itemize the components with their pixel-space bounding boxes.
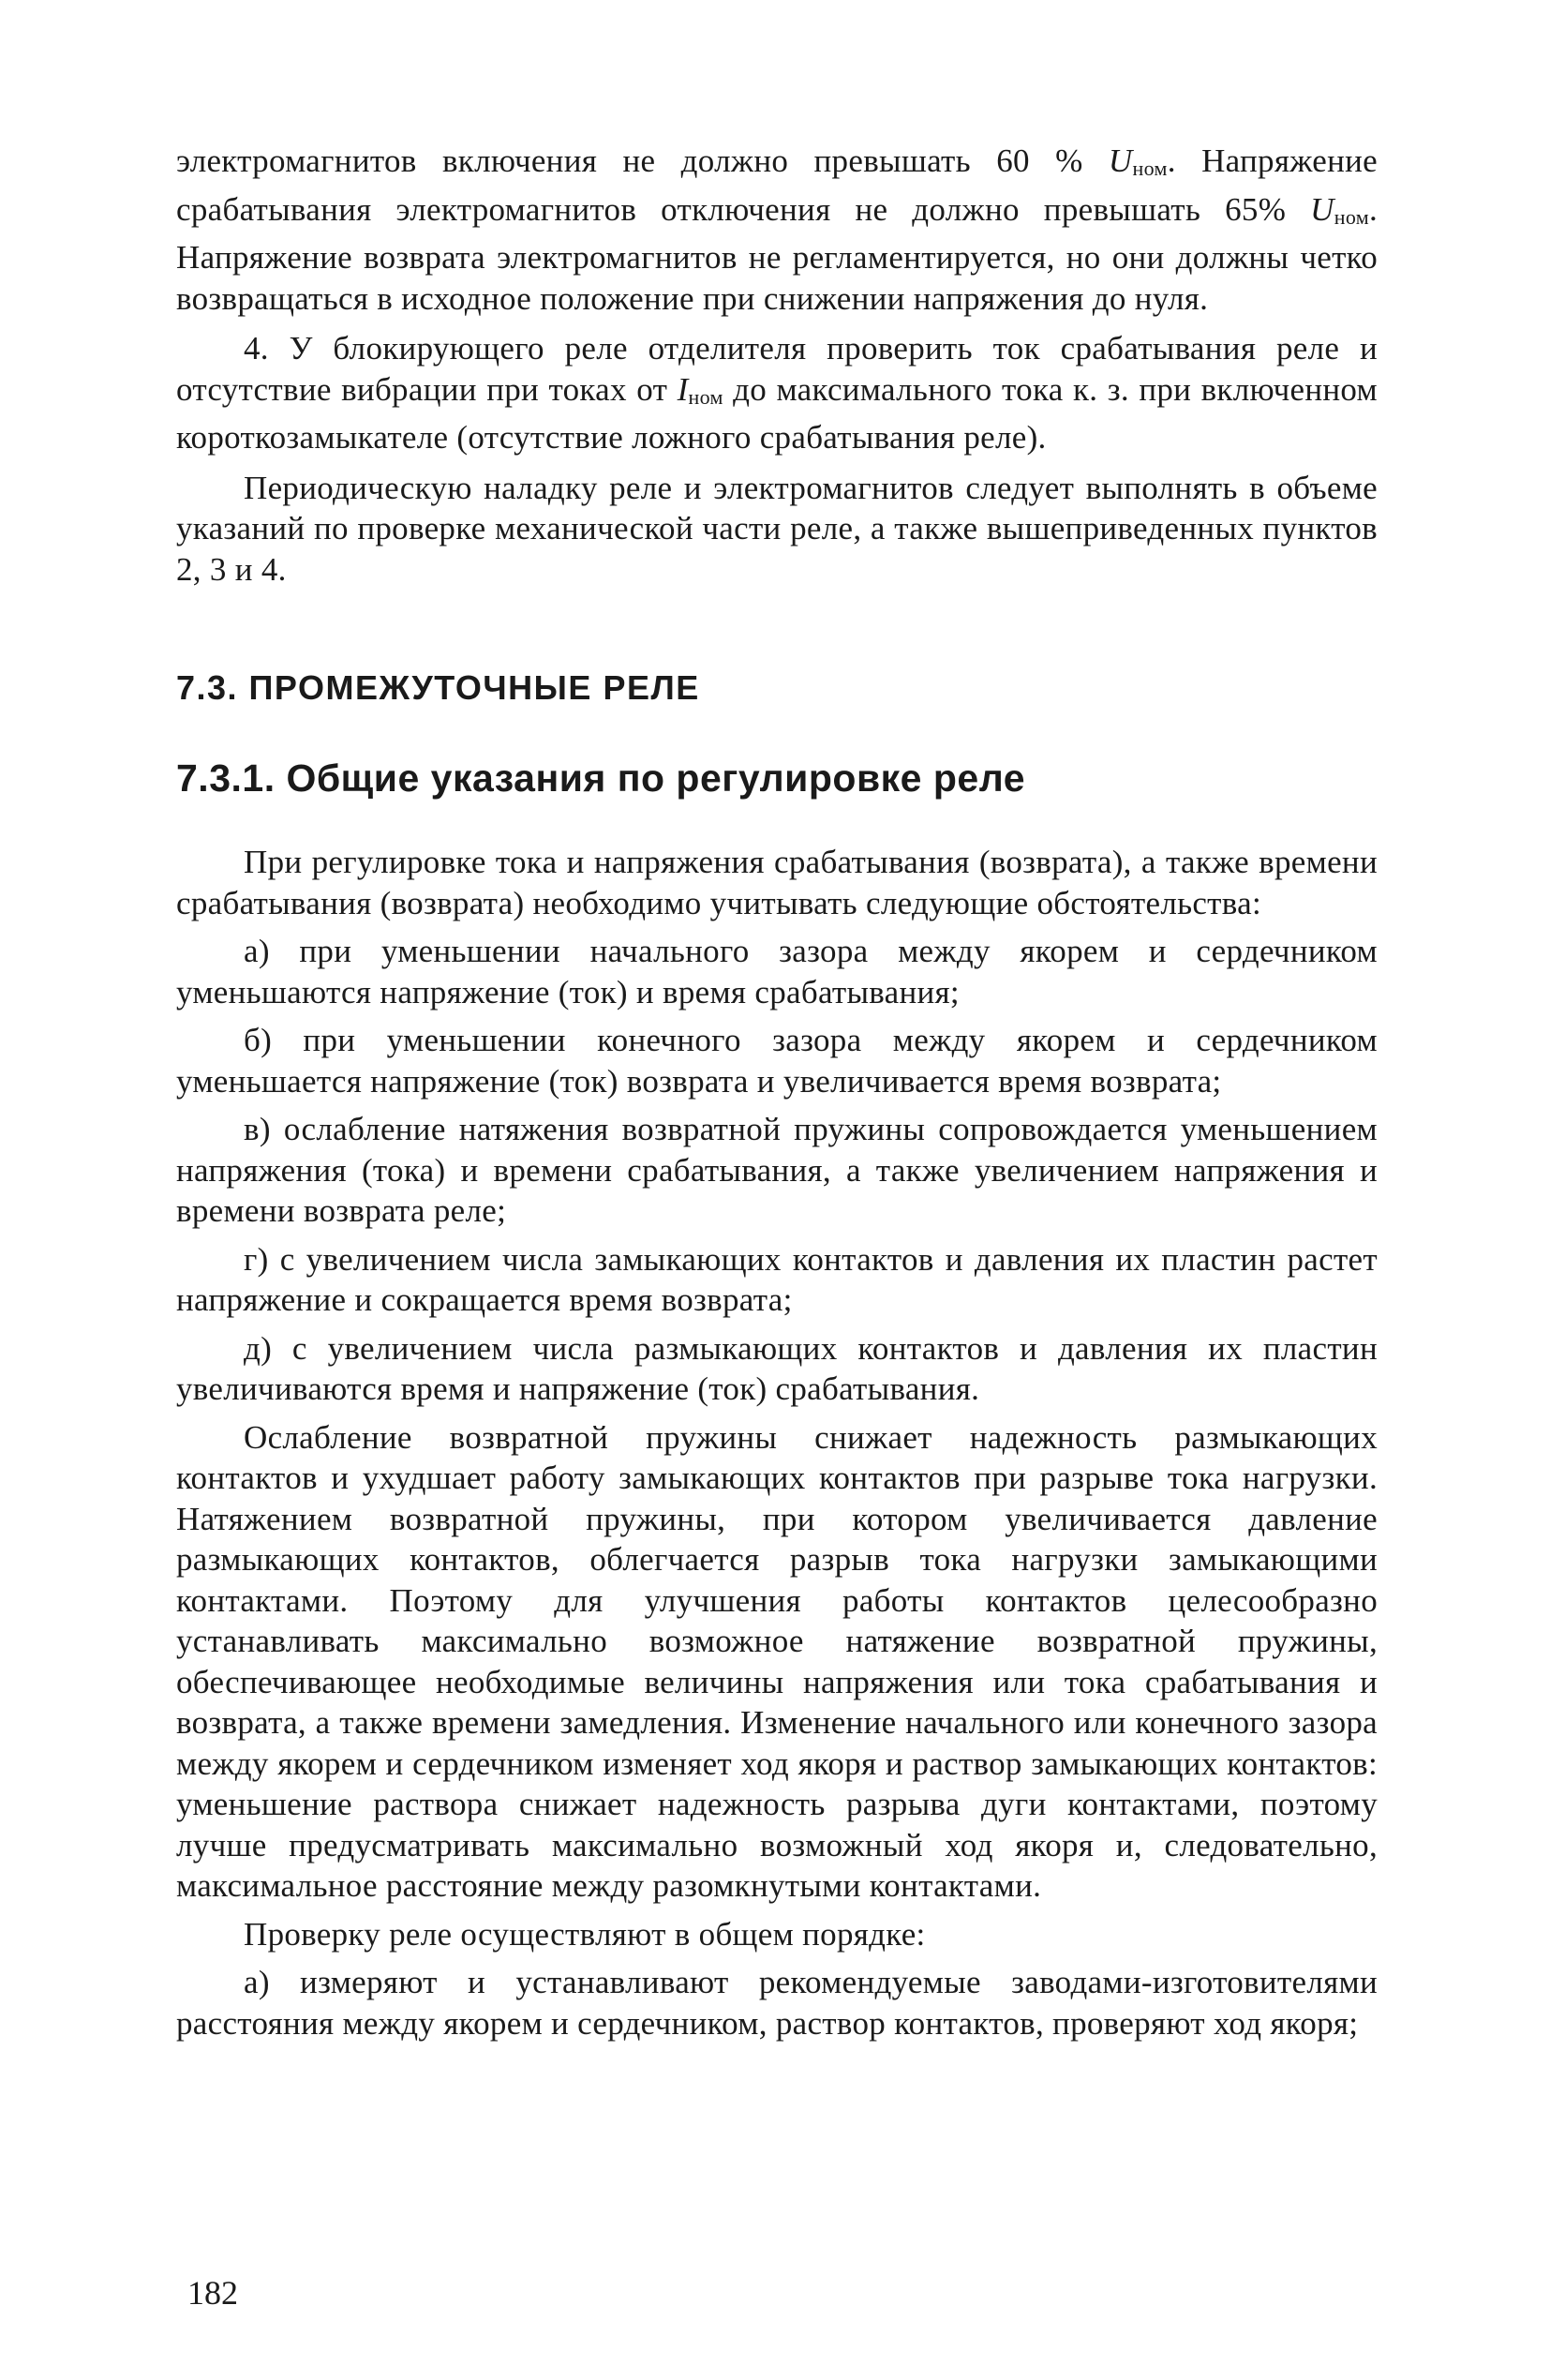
- paragraph-check-order: Проверку реле осуществляют в общем порядке:: [244, 1915, 926, 1953]
- list-item: в) ослабление натяжения возвратной пружины сопровождается уменьшением напряжения (тока) и времени срабатывания, а также увеличением напряжения и времени возврата реле;: [176, 1111, 1378, 1229]
- list-item: а) при уменьшении начального зазора между якорем и сердечником уменьшаются напряжение (ток) и время срабатывания;: [176, 933, 1378, 1010]
- subsection-heading: 7.3.1. Общие указания по регулировке реле: [176, 756, 1026, 800]
- check-item-a: а) измеряют и устанавливают рекомендуемые заводами-изготовителями расстояния между якорем и сердечником, раствор контактов, проверяют ход якоря;: [176, 1964, 1378, 2042]
- page-body: [176, 141, 1378, 2043]
- list-item: г) с увеличением числа замыкающих контактов и давления их пластин растет напряжение и сокращается время возврата;: [176, 1240, 1378, 1318]
- section-heading: 7.3. ПРОМЕЖУТОЧНЫЕ РЕЛЕ: [176, 668, 700, 707]
- paragraph-spring: Ослабление возвратной пружины снижает надежность размыкающих контактов и ухудшает работу замыкающих контактов при разрыве тока нагрузки. Натяжением возвратной пружины, при котором увеличивается давление размыкающих контактов, облегчается разрыв тока нагрузки замыкающими контактами. Поэтому для улучшения работы контактов целесообразно устанавливать максимально возможное натяжение возвратной пружины, обеспечивающее необходимые величины напряжения или тока срабатывания и возврата, а также времени замедления. Изменение начального или конечного зазора между якорем и сердечником изменяет ход якоря и раствор замыкающих контактов: уменьшение раствора снижает надежность разрыва дуги контактами, поэтому лучше предусматривать максимально возможный ход якоря и, следовательно, максимальное расстояние между разомкнутыми контактами.: [176, 1418, 1378, 1904]
- page-number: 182: [187, 2274, 238, 2312]
- paragraph-item-4: 4. У блокирующего реле отделителя проверить ток срабатывания реле и отсутствие вибрации при токах от Iном до максимального тока к. з. при включенном короткозамыкателе (отсутствие ложного срабатывания реле).: [176, 330, 1378, 456]
- paragraph-electromagnet-voltage: электромагнитов включения не должно превышать 60 % Uном. Напряжение срабатывания электромагнитов отключения не должно превышать 65% Uном. Напряжение возврата электромагнитов не регламентируется, но они должны четко возвращаться в исходное положение при снижении напряжения до нуля.: [176, 142, 1378, 317]
- paragraph-periodic-adjustment: Периодическую наладку реле и электромагнитов следует выполнять в объеме указаний по проверке механической части реле, а также вышеприведенных пунктов 2, 3 и 4.: [176, 469, 1378, 588]
- list-item: д) с увеличением числа размыкающих контактов и давления их пластин увеличиваются время и напряжение (ток) срабатывания.: [176, 1329, 1378, 1407]
- list-item: б) при уменьшении конечного зазора между якорем и сердечником уменьшается напряжение (ток) возврата и увеличивается время возврата;: [176, 1022, 1378, 1100]
- paragraph-intro: При регулировке тока и напряжения срабатывания (возврата), а также времени срабатывания (возврата) необходимо учитывать следующие обстоятельства:: [176, 844, 1378, 921]
